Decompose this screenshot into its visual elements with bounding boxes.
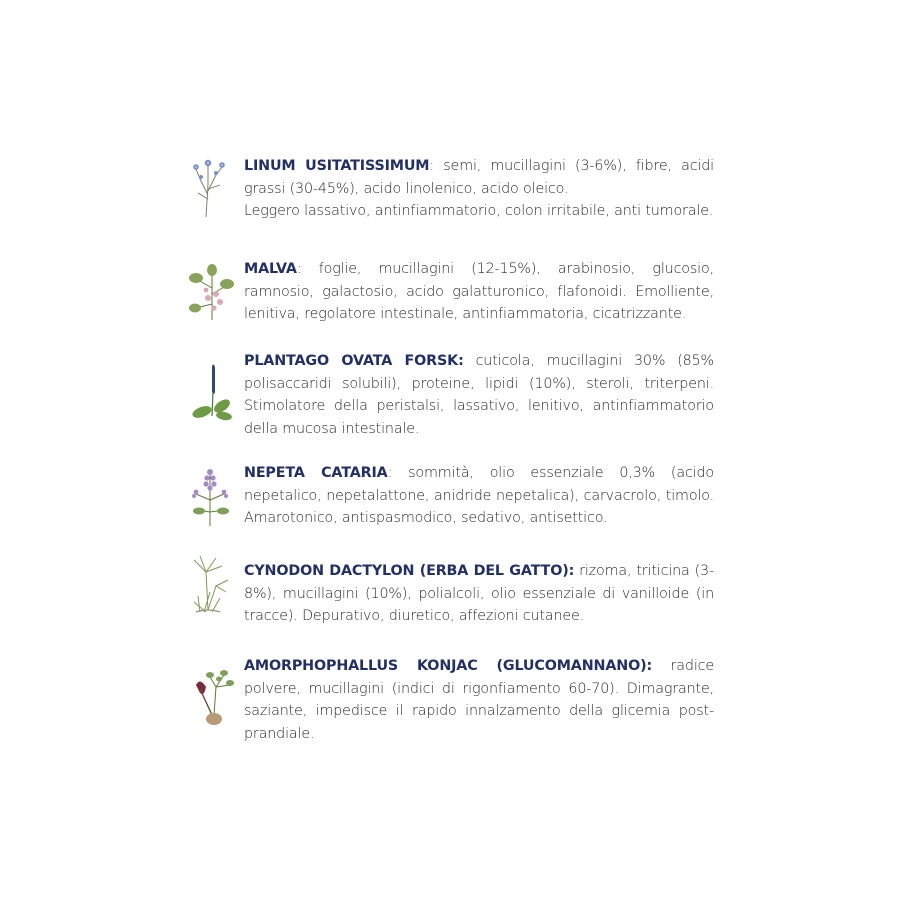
entry-linum-properties: Leggero lassativo, antinfiammatorio, colon irritabile, anti tumorale. (244, 203, 714, 219)
entry-cynodon-name: CYNODON DACTYLON (ERBA DEL GATTO): (244, 563, 575, 579)
entry-nepeta-description: sommità, olio essenziale 0,3% (acido nepetalico, nepetalattone, anidride nepetalica), carvacrolo, timolo. Amarotonico, antispasmodico, sedativo, antisettico. (244, 465, 714, 526)
entry-malva-text: MALVA: foglie, mucillagini (12-15%), arabinosio, glucosio, ramnosio, galactosio, acido galatturonico, flafonoidi. Emolliente, lenitiva, regolatore intestinale, antinfiammatoria, cicatrizzante. (244, 261, 714, 322)
entry-konjac-name: AMORPHOPHALLUS KONJAC (GLUCOMANNANO): (244, 658, 653, 674)
entry-konjac-text (244, 655, 714, 745)
entry-plantago-description: cuticola, mucillagini 30% (85% polisaccaridi solubili), proteine, lipidi (10%), steroli, triterpeni. Stimolatore della peristalsi, lassativo, lenitivo, antinfiammatorio della mucosa intestinale. (244, 353, 714, 437)
entry-plantago-text (244, 350, 714, 440)
konjac-plant-icon (186, 663, 236, 727)
entry-nepeta-name: NEPETA CATARIA (244, 465, 388, 481)
grass-plant-icon (186, 552, 236, 616)
entry-malva-description: foglie, mucillagini (12-15%), arabinosio, glucosio, ramnosio, galactosio, acido galatturonico, flafonoidi. Emolliente, lenitiva, regolatore intestinale, antinfiammatoria, cicatrizzante. (244, 261, 714, 322)
entry-linum-name: LINUM USITATISSIMUM (244, 158, 430, 174)
entry-plantago-name: PLANTAGO OVATA FORSK: (244, 353, 464, 369)
flax-plant-icon (186, 155, 236, 219)
entry-cynodon-text (244, 560, 714, 628)
entry-linum-text: LINUM USITATISSIMUM: semi, mucillagini (3-6%), fibre, acidi grassi (30-45%), acido linolenico, acido oleico. Leggero lassativo, antinfiammatorio, colon irritabile, anti tumorale. (244, 158, 714, 219)
entry-linum-description: semi, mucillagini (3-6%), fibre, acidi grassi (30-45%), acido linolenico, acido oleico. (244, 158, 714, 197)
catnip-plant-icon (186, 464, 236, 528)
entry-nepeta-text: NEPETA CATARIA: sommità, olio essenziale 0,3% (acido nepetalico, nepetalattone, anidride nepetalica), carvacrolo, timolo. Amarotonico, antispasmodico, sedativo, antisettico. (244, 465, 714, 526)
entry-malva-name: MALVA (244, 261, 297, 277)
entry-cynodon-description: rizoma, triticina (3-8%), mucillagini (10%), polialcoli, olio essenziale di vanilloide (in tracce). Depurativo, diuretico, affezioni cutanee. (244, 563, 714, 624)
plantago-plant-icon (186, 358, 236, 422)
mallow-plant-icon (186, 258, 236, 322)
entry-konjac-description: radice polvere, mucillagini (indici di rigonfiamento 60-70). Dimagrante, saziante, impedisce il rapido innalzamento della glicemia post-prandiale. (244, 658, 715, 742)
